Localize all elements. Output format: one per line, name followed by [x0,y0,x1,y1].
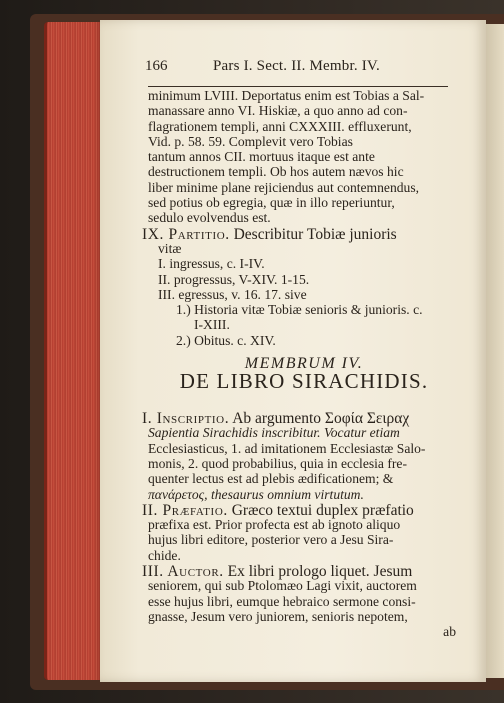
text-line: vitæ [158,240,182,256]
section-label: III. Auctor. [142,563,224,581]
membrum-heading: MEMBRUM IV. [244,355,364,373]
section-auctor [142,563,460,581]
text-line: manassare anno VI. Hiskiæ, a quo anno ad con- [148,103,408,119]
section-partitio [142,226,460,241]
list-item: I. ingressus, c. I-IV. [158,256,265,272]
section-praefatio [142,502,460,517]
text-line: Vid. p. 58. 59. Complevit vero Tobias [148,133,353,149]
text-line: monis, 2. quod probabilius, quia in ecclesia fre- [148,455,407,471]
text-line: præfixa est. Prior profecta est ab ignoto aliquo [148,517,401,533]
text-line: Ecclesiasticus, 1. ad imitationem Ecclesiastæ Salo- [148,440,426,456]
text-line: πανάρετος, thesaurus omnium virtutum. [148,486,364,502]
list-item: III. egressus, v. 16. 17. sive [158,286,307,302]
text-line: sed potius ob egregia, quæ in illo reperiuntur, [148,195,395,211]
text-line: flagrationem templi, anni CXXXIII. effluxerunt, [148,118,412,134]
page-number: 166 [145,58,168,74]
facing-page-edge [486,24,504,678]
text-line: quenter lectus est ad plebis ædificationem; & [148,471,394,487]
text-line: liber minime plane rejiciendus aut contemnendus, [148,179,420,195]
section-label: II. Præfatio. [142,501,228,519]
section-label: I. Inscriptio. [142,410,230,428]
text-line: esse hujus libri, eumque hebraico sermone consi- [148,593,416,609]
page-edges [44,22,105,680]
text-line: seniorem, qui sub Ptolomæo Lagi vixit, auctorem [148,578,417,594]
section-label: IX. Partitio. [142,225,230,243]
text-line: chide. [148,547,181,563]
list-subitem: I-XIII. [194,317,230,333]
text-line: hujus libri editore, posterior vero a Jesu Sira- [148,532,394,548]
catchword: ab [443,624,456,640]
list-subitem: 1.) Historia vitæ Tobiæ senioris & junioris. c. [176,302,423,318]
section-text: Ex libri prologo liquet. Jesum [227,563,413,581]
page-text [142,88,460,640]
text-line: sedulo evolvendus est. [148,210,271,226]
text-line: destructionem templi. Ob hos autem nævos hic [148,164,404,180]
head-rule [148,86,448,87]
running-head [145,58,460,82]
section-text: Describitur Tobiæ junioris [233,225,397,243]
chapter-title: DE LIBRO SIRACHIDIS. [179,369,429,394]
text-line: gnasse, Jesum vero juniorem, senioris nepotem, [148,608,408,624]
text-line: tantum annos CII. mortuus itaque est ante [148,149,375,165]
section-text: Ab argumento Σοφία Σειραχ [232,410,410,428]
list-item: II. progressus, V-XIV. 1-15. [158,271,310,287]
text-line: minimum LVIII. Deportatus enim est Tobias a Sal- [148,88,425,103]
section-text: Græco textui duplex præfatio [231,501,414,519]
text-line: Sapientia Sirachidis inscribitur. Vocatur etiam [148,425,400,441]
running-title: Pars I. Sect. II. Membr. IV. [213,58,380,74]
section-inscriptio [142,410,460,428]
list-subitem: 2.) Obitus. c. XIV. [176,332,276,348]
